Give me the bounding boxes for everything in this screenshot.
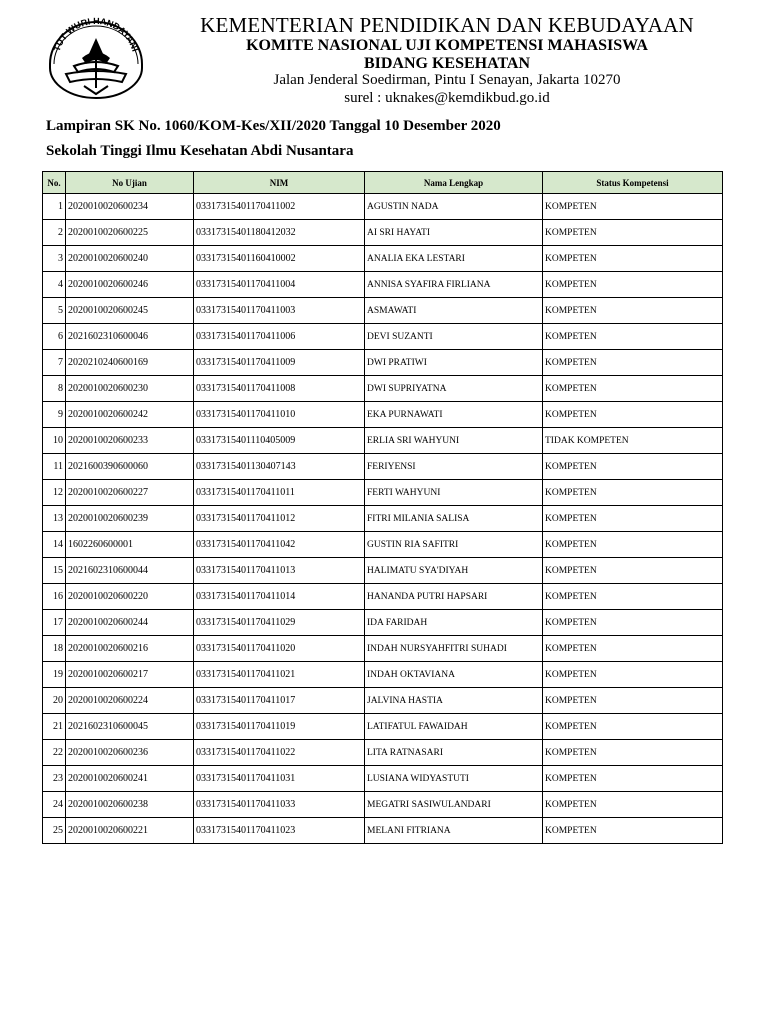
competency-status-cell: KOMPETEN — [543, 818, 723, 844]
table-row — [43, 454, 723, 480]
table-row — [43, 272, 723, 298]
student-id-cell: 03317315401170411023 — [194, 818, 365, 844]
table-row — [43, 298, 723, 324]
full-name-cell: AI SRI HAYATI — [365, 220, 543, 246]
student-id-cell: 03317315401170411031 — [194, 766, 365, 792]
exam-number-cell: 2020010020600233 — [66, 428, 194, 454]
student-id-cell: 03317315401170411017 — [194, 688, 365, 714]
competency-status-cell: KOMPETEN — [543, 194, 723, 220]
row-number-cell: 14 — [43, 532, 66, 558]
row-number-cell: 17 — [43, 610, 66, 636]
table-row — [43, 402, 723, 428]
exam-number-cell: 2020010020600239 — [66, 506, 194, 532]
exam-number-cell: 2020010020600245 — [66, 298, 194, 324]
row-number-cell: 18 — [43, 636, 66, 662]
exam-number-cell: 2020010020600234 — [66, 194, 194, 220]
results-table — [42, 171, 723, 844]
exam-number-cell: 2020010020600240 — [66, 246, 194, 272]
student-id-cell: 03317315401170411022 — [194, 740, 365, 766]
student-id-cell: 03317315401180412032 — [194, 220, 365, 246]
table-row — [43, 636, 723, 662]
competency-status-cell: KOMPETEN — [543, 688, 723, 714]
full-name-cell: ASMAWATI — [365, 298, 543, 324]
exam-number-cell: 2020010020600238 — [66, 792, 194, 818]
school-name: Sekolah Tinggi Ilmu Kesehatan Abdi Nusantara — [46, 143, 354, 159]
row-number-cell: 7 — [43, 350, 66, 376]
committee-name: KOMITE NASIONAL UJI KOMPETENSI MAHASISWA — [246, 37, 648, 54]
tut-wuri-handayani-logo — [44, 12, 148, 100]
table-row — [43, 662, 723, 688]
competency-status-cell: TIDAK KOMPETEN — [543, 428, 723, 454]
column-header-nim: NIM — [194, 172, 365, 194]
row-number-cell: 3 — [43, 246, 66, 272]
full-name-cell: FERIYENSI — [365, 454, 543, 480]
competency-status-cell: KOMPETEN — [543, 402, 723, 428]
exam-number-cell: 2020010020600216 — [66, 636, 194, 662]
exam-number-cell: 1602260600001 — [66, 532, 194, 558]
exam-number-cell: 2020010020600244 — [66, 610, 194, 636]
table-row — [43, 324, 723, 350]
full-name-cell: MELANI FITRIANA — [365, 818, 543, 844]
table-row — [43, 480, 723, 506]
row-number-cell: 10 — [43, 428, 66, 454]
competency-status-cell: KOMPETEN — [543, 376, 723, 402]
table-row — [43, 350, 723, 376]
competency-status-cell: KOMPETEN — [543, 714, 723, 740]
row-number-cell: 25 — [43, 818, 66, 844]
full-name-cell: JALVINA HASTIA — [365, 688, 543, 714]
table-row — [43, 246, 723, 272]
column-header-no-ujian: No Ujian — [66, 172, 194, 194]
row-number-cell: 6 — [43, 324, 66, 350]
competency-status-cell: KOMPETEN — [543, 636, 723, 662]
full-name-cell: HANANDA PUTRI HAPSARI — [365, 584, 543, 610]
exam-number-cell: 2020010020600227 — [66, 480, 194, 506]
row-number-cell: 4 — [43, 272, 66, 298]
table-row — [43, 714, 723, 740]
row-number-cell: 22 — [43, 740, 66, 766]
student-id-cell: 03317315401170411008 — [194, 376, 365, 402]
student-id-cell: 03317315401170411002 — [194, 194, 365, 220]
student-id-cell: 03317315401170411020 — [194, 636, 365, 662]
field-name: BIDANG KESEHATAN — [363, 55, 531, 72]
table-row — [43, 194, 723, 220]
exam-number-cell: 2020010020600220 — [66, 584, 194, 610]
exam-number-cell: 2020010020600242 — [66, 402, 194, 428]
full-name-cell: AGUSTIN NADA — [365, 194, 543, 220]
exam-number-cell: 2021600390600060 — [66, 454, 194, 480]
table-row — [43, 610, 723, 636]
svg-text:TUT WURI HANDAYANI: TUT WURI HANDAYANI — [51, 15, 141, 53]
row-number-cell: 16 — [43, 584, 66, 610]
full-name-cell: LATIFATUL FAWAIDAH — [365, 714, 543, 740]
competency-status-cell: KOMPETEN — [543, 766, 723, 792]
exam-number-cell: 2020210240600169 — [66, 350, 194, 376]
document-reference: Lampiran SK No. 1060/KOM-Kes/XII/2020 Tanggal 10 Desember 2020 — [46, 118, 501, 134]
row-number-cell: 24 — [43, 792, 66, 818]
row-number-cell: 2 — [43, 220, 66, 246]
competency-status-cell: KOMPETEN — [543, 324, 723, 350]
table-row — [43, 688, 723, 714]
exam-number-cell: 2020010020600241 — [66, 766, 194, 792]
table-row — [43, 558, 723, 584]
row-number-cell: 12 — [43, 480, 66, 506]
table-row — [43, 766, 723, 792]
exam-number-cell: 2020010020600221 — [66, 818, 194, 844]
competency-status-cell: KOMPETEN — [543, 272, 723, 298]
row-number-cell: 20 — [43, 688, 66, 714]
exam-number-cell: 2021602310600046 — [66, 324, 194, 350]
row-number-cell: 19 — [43, 662, 66, 688]
full-name-cell: DWI PRATIWI — [365, 350, 543, 376]
full-name-cell: HALIMATU SYA'DIYAH — [365, 558, 543, 584]
exam-number-cell: 2020010020600224 — [66, 688, 194, 714]
column-header-no: No. — [43, 172, 66, 194]
table-row — [43, 792, 723, 818]
competency-status-cell: KOMPETEN — [543, 610, 723, 636]
full-name-cell: LITA RATNASARI — [365, 740, 543, 766]
competency-status-cell: KOMPETEN — [543, 454, 723, 480]
competency-status-cell: KOMPETEN — [543, 220, 723, 246]
table-row — [43, 818, 723, 844]
full-name-cell: ANALIA EKA LESTARI — [365, 246, 543, 272]
full-name-cell: INDAH OKTAVIANA — [365, 662, 543, 688]
row-number-cell: 1 — [43, 194, 66, 220]
table-body — [43, 194, 723, 844]
row-number-cell: 9 — [43, 402, 66, 428]
student-id-cell: 03317315401130407143 — [194, 454, 365, 480]
competency-status-cell: KOMPETEN — [543, 532, 723, 558]
student-id-cell: 03317315401170411009 — [194, 350, 365, 376]
full-name-cell: FERTI WAHYUNI — [365, 480, 543, 506]
student-id-cell: 03317315401170411021 — [194, 662, 365, 688]
exam-number-cell: 2020010020600225 — [66, 220, 194, 246]
student-id-cell: 03317315401160410002 — [194, 246, 365, 272]
row-number-cell: 21 — [43, 714, 66, 740]
table-header-row — [43, 172, 723, 194]
address: Jalan Jenderal Soedirman, Pintu I Senayan, Jakarta 10270 — [273, 72, 621, 88]
column-header-nama: Nama Lengkap — [365, 172, 543, 194]
row-number-cell: 11 — [43, 454, 66, 480]
row-number-cell: 23 — [43, 766, 66, 792]
competency-status-cell: KOMPETEN — [543, 792, 723, 818]
full-name-cell: FITRI MILANIA SALISA — [365, 506, 543, 532]
exam-number-cell: 2020010020600236 — [66, 740, 194, 766]
full-name-cell: DEVI SUZANTI — [365, 324, 543, 350]
table-row — [43, 532, 723, 558]
competency-status-cell: KOMPETEN — [543, 350, 723, 376]
full-name-cell: ANNISA SYAFIRA FIRLIANA — [365, 272, 543, 298]
table-row — [43, 506, 723, 532]
full-name-cell: MEGATRI SASIWULANDARI — [365, 792, 543, 818]
exam-number-cell: 2020010020600246 — [66, 272, 194, 298]
competency-status-cell: KOMPETEN — [543, 480, 723, 506]
student-id-cell: 03317315401170411004 — [194, 272, 365, 298]
full-name-cell: LUSIANA WIDYASTUTI — [365, 766, 543, 792]
ministry-name: KEMENTERIAN PENDIDIKAN DAN KEBUDAYAAN — [200, 13, 694, 37]
full-name-cell: IDA FARIDAH — [365, 610, 543, 636]
student-id-cell: 03317315401170411003 — [194, 298, 365, 324]
exam-number-cell: 2021602310600044 — [66, 558, 194, 584]
competency-status-cell: KOMPETEN — [543, 506, 723, 532]
student-id-cell: 03317315401170411014 — [194, 584, 365, 610]
exam-number-cell: 2020010020600230 — [66, 376, 194, 402]
student-id-cell: 03317315401170411011 — [194, 480, 365, 506]
table-row — [43, 428, 723, 454]
student-id-cell: 03317315401170411019 — [194, 714, 365, 740]
student-id-cell: 03317315401170411010 — [194, 402, 365, 428]
full-name-cell: INDAH NURSYAHFITRI SUHADI — [365, 636, 543, 662]
competency-status-cell: KOMPETEN — [543, 558, 723, 584]
table-row — [43, 220, 723, 246]
student-id-cell: 03317315401170411006 — [194, 324, 365, 350]
row-number-cell: 5 — [43, 298, 66, 324]
full-name-cell: GUSTIN RIA SAFITRI — [365, 532, 543, 558]
student-id-cell: 03317315401170411029 — [194, 610, 365, 636]
full-name-cell: ERLIA SRI WAHYUNI — [365, 428, 543, 454]
student-id-cell: 03317315401170411012 — [194, 506, 365, 532]
competency-status-cell: KOMPETEN — [543, 298, 723, 324]
table-row — [43, 740, 723, 766]
column-header-status: Status Kompetensi — [543, 172, 723, 194]
table-row — [43, 584, 723, 610]
row-number-cell: 8 — [43, 376, 66, 402]
competency-status-cell: KOMPETEN — [543, 740, 723, 766]
student-id-cell: 03317315401170411013 — [194, 558, 365, 584]
exam-number-cell: 2021602310600045 — [66, 714, 194, 740]
row-number-cell: 13 — [43, 506, 66, 532]
row-number-cell: 15 — [43, 558, 66, 584]
table-row — [43, 376, 723, 402]
exam-number-cell: 2020010020600217 — [66, 662, 194, 688]
student-id-cell: 03317315401110405009 — [194, 428, 365, 454]
email: surel : uknakes@kemdikbud.go.id — [344, 90, 550, 106]
full-name-cell: DWI SUPRIYATNA — [365, 376, 543, 402]
student-id-cell: 03317315401170411033 — [194, 792, 365, 818]
competency-status-cell: KOMPETEN — [543, 662, 723, 688]
student-id-cell: 03317315401170411042 — [194, 532, 365, 558]
competency-status-cell: KOMPETEN — [543, 584, 723, 610]
full-name-cell: EKA PURNAWATI — [365, 402, 543, 428]
competency-status-cell: KOMPETEN — [543, 246, 723, 272]
